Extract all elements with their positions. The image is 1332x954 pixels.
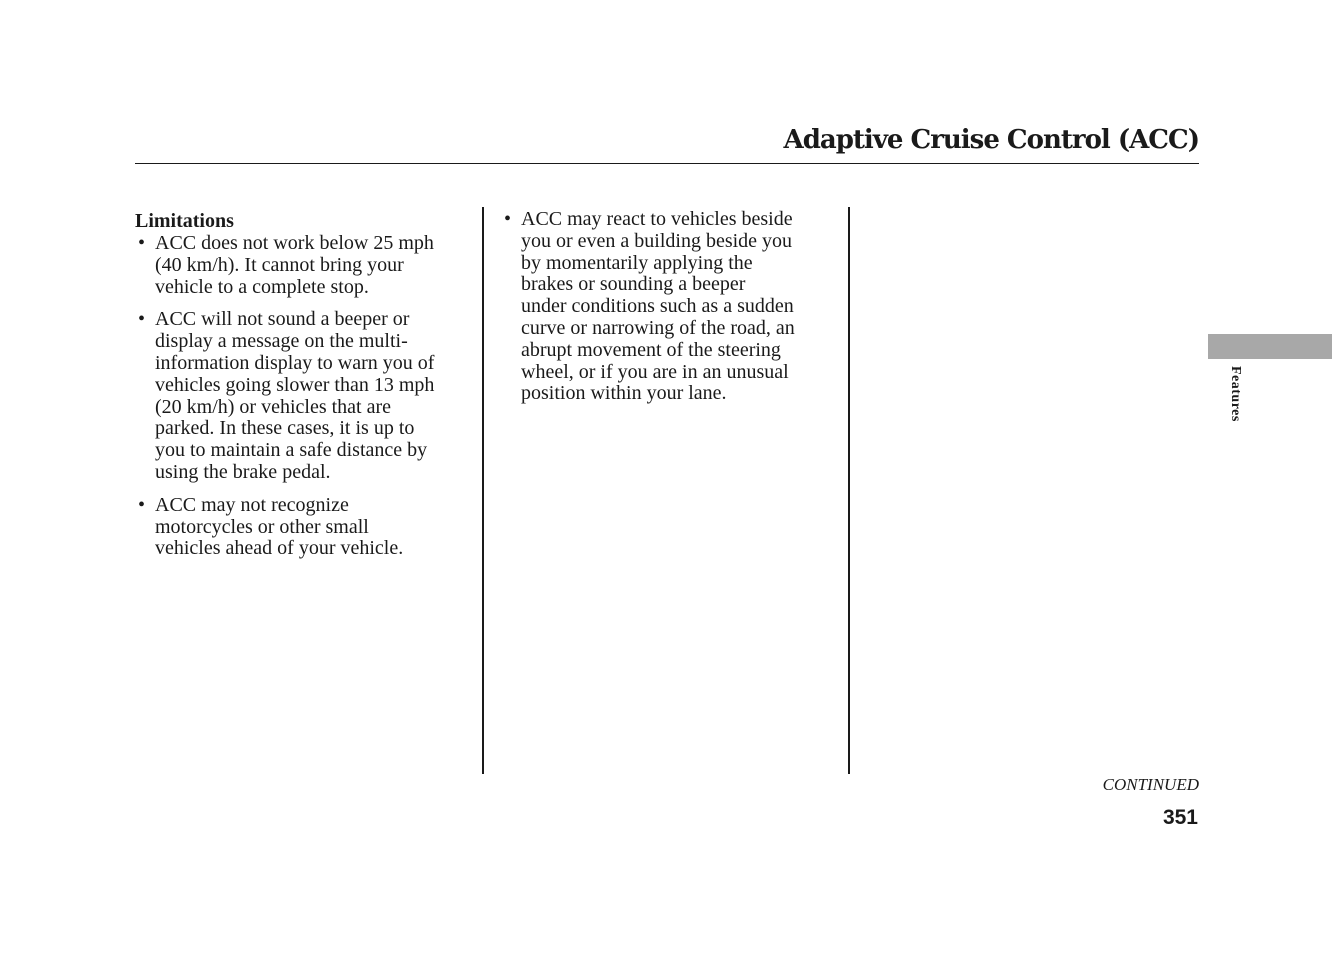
text-line: ACC may not recognize	[155, 493, 349, 516]
acc-behavior-list	[501, 209, 841, 405]
page-number: 351	[1162, 806, 1198, 829]
middle-column	[501, 209, 841, 416]
text-line: by momentarily applying the	[521, 251, 753, 274]
text-line: parked. In these cases, it is up to	[155, 417, 415, 440]
continued-label: CONTINUED	[1102, 775, 1199, 794]
list-item	[501, 209, 841, 405]
page-title: Adaptive Cruise Control (ACC)	[783, 125, 1199, 155]
bullet-icon: •	[138, 232, 146, 254]
text-line: vehicle to a complete stop.	[155, 275, 369, 298]
text-line: vehicles going slower than 13 mph	[155, 373, 435, 396]
text-line: motorcycles or other small	[155, 515, 369, 538]
bullet-icon: •	[138, 308, 146, 331]
list-item	[135, 233, 475, 298]
left-column	[135, 209, 475, 571]
bullet-icon: •	[138, 493, 146, 516]
text-line: vehicles ahead of your vehicle.	[155, 537, 404, 560]
text-line: you to maintain a safe distance by	[155, 439, 428, 462]
text-line: using the brake pedal.	[155, 460, 331, 483]
text-line: information display to warn you of	[155, 351, 435, 374]
section-tab	[1208, 334, 1332, 359]
text-line: wheel, or if you are in an unusual	[521, 360, 789, 383]
text-line: (20 km/h) or vehicles that are	[155, 395, 392, 418]
text-line: abrupt movement of the steering	[521, 338, 781, 361]
section-heading: Limitations	[135, 210, 234, 232]
list-item	[135, 309, 475, 483]
title-divider	[135, 163, 1199, 164]
text-line: ACC does not work below 25 mph	[155, 232, 434, 254]
text-line: display a message on the multi-	[155, 330, 408, 353]
text-line: ACC may react to vehicles beside	[521, 208, 793, 230]
bullet-icon: •	[504, 208, 512, 230]
limitations-list	[135, 233, 475, 560]
text-line: curve or narrowing of the road, an	[521, 316, 795, 339]
text-line: (40 km/h). It cannot bring your	[155, 253, 404, 276]
column-divider	[482, 207, 484, 774]
text-line: position within your lane.	[521, 382, 727, 405]
text-line: brakes or sounding a beeper	[521, 273, 746, 296]
text-line: ACC will not sound a beeper or	[155, 308, 410, 331]
column-divider	[848, 207, 850, 774]
list-item	[135, 495, 475, 560]
section-tab-label: Features	[1228, 366, 1243, 422]
text-line: you or even a building beside you	[521, 229, 793, 252]
text-line: under conditions such as a sudden	[521, 295, 794, 318]
